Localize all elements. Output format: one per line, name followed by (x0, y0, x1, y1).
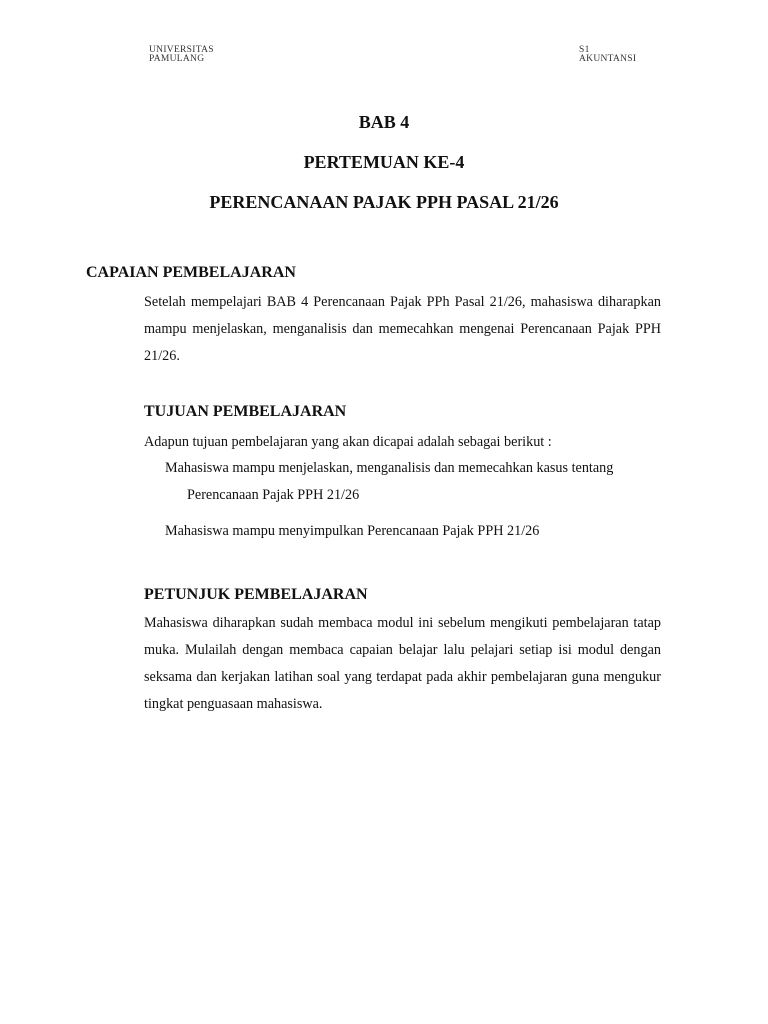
header-program-level: S1 (579, 45, 590, 55)
petunjuk-paragraph: Mahasiswa diharapkan sudah membaca modul ini sebelum mengikuti pembelajaran tatap muka. Mulailah dengan membaca capaian belajar lalu pelajari setiap isi modul dengan seksama dan kerjakan latihan soal yang terdapat pada akhir pembelajaran guna mengukur tingkat penguasaan mahasiswa. (144, 615, 661, 712)
tujuan-item-1-line-1: Mahasiswa mampu menjelaskan, menganalisis dan memecahkan kasus tentang (165, 460, 614, 476)
chapter-title: BAB 4 (358, 112, 410, 132)
header-university-name: UNIVERSITAS (149, 45, 214, 55)
tujuan-item-2: Mahasiswa mampu menyimpulkan Perencanaan Pajak PPH 21/26 (165, 523, 540, 539)
tujuan-heading: TUJUAN PEMBELAJARAN (144, 403, 347, 420)
header-university-city: PAMULANG (149, 54, 205, 64)
capaian-paragraph: Setelah mempelajari BAB 4 Perencanaan Pajak PPh Pasal 21/26, mahasiswa diharapkan mampu menjelaskan, menganalisis dan memecahkan mengenai Perencanaan Pajak PPH 21/26. (144, 294, 661, 364)
petunjuk-heading: PETUNJUK PEMBELAJARAN (144, 586, 368, 603)
topic-title: PERENCANAAN PAJAK PPH PASAL 21/26 (209, 192, 559, 212)
meeting-title: PERTEMUAN KE-4 (303, 152, 465, 172)
page-header-university (149, 46, 214, 64)
tujuan-item-1-line-2: Perencanaan Pajak PPH 21/26 (187, 487, 360, 503)
header-program-name: AKUNTANSI (579, 54, 637, 64)
tujuan-intro: Adapun tujuan pembelajaran yang akan dicapai adalah sebagai berikut : (144, 434, 552, 450)
capaian-heading: CAPAIAN PEMBELAJARAN (86, 264, 296, 281)
page-header-program (579, 46, 636, 64)
